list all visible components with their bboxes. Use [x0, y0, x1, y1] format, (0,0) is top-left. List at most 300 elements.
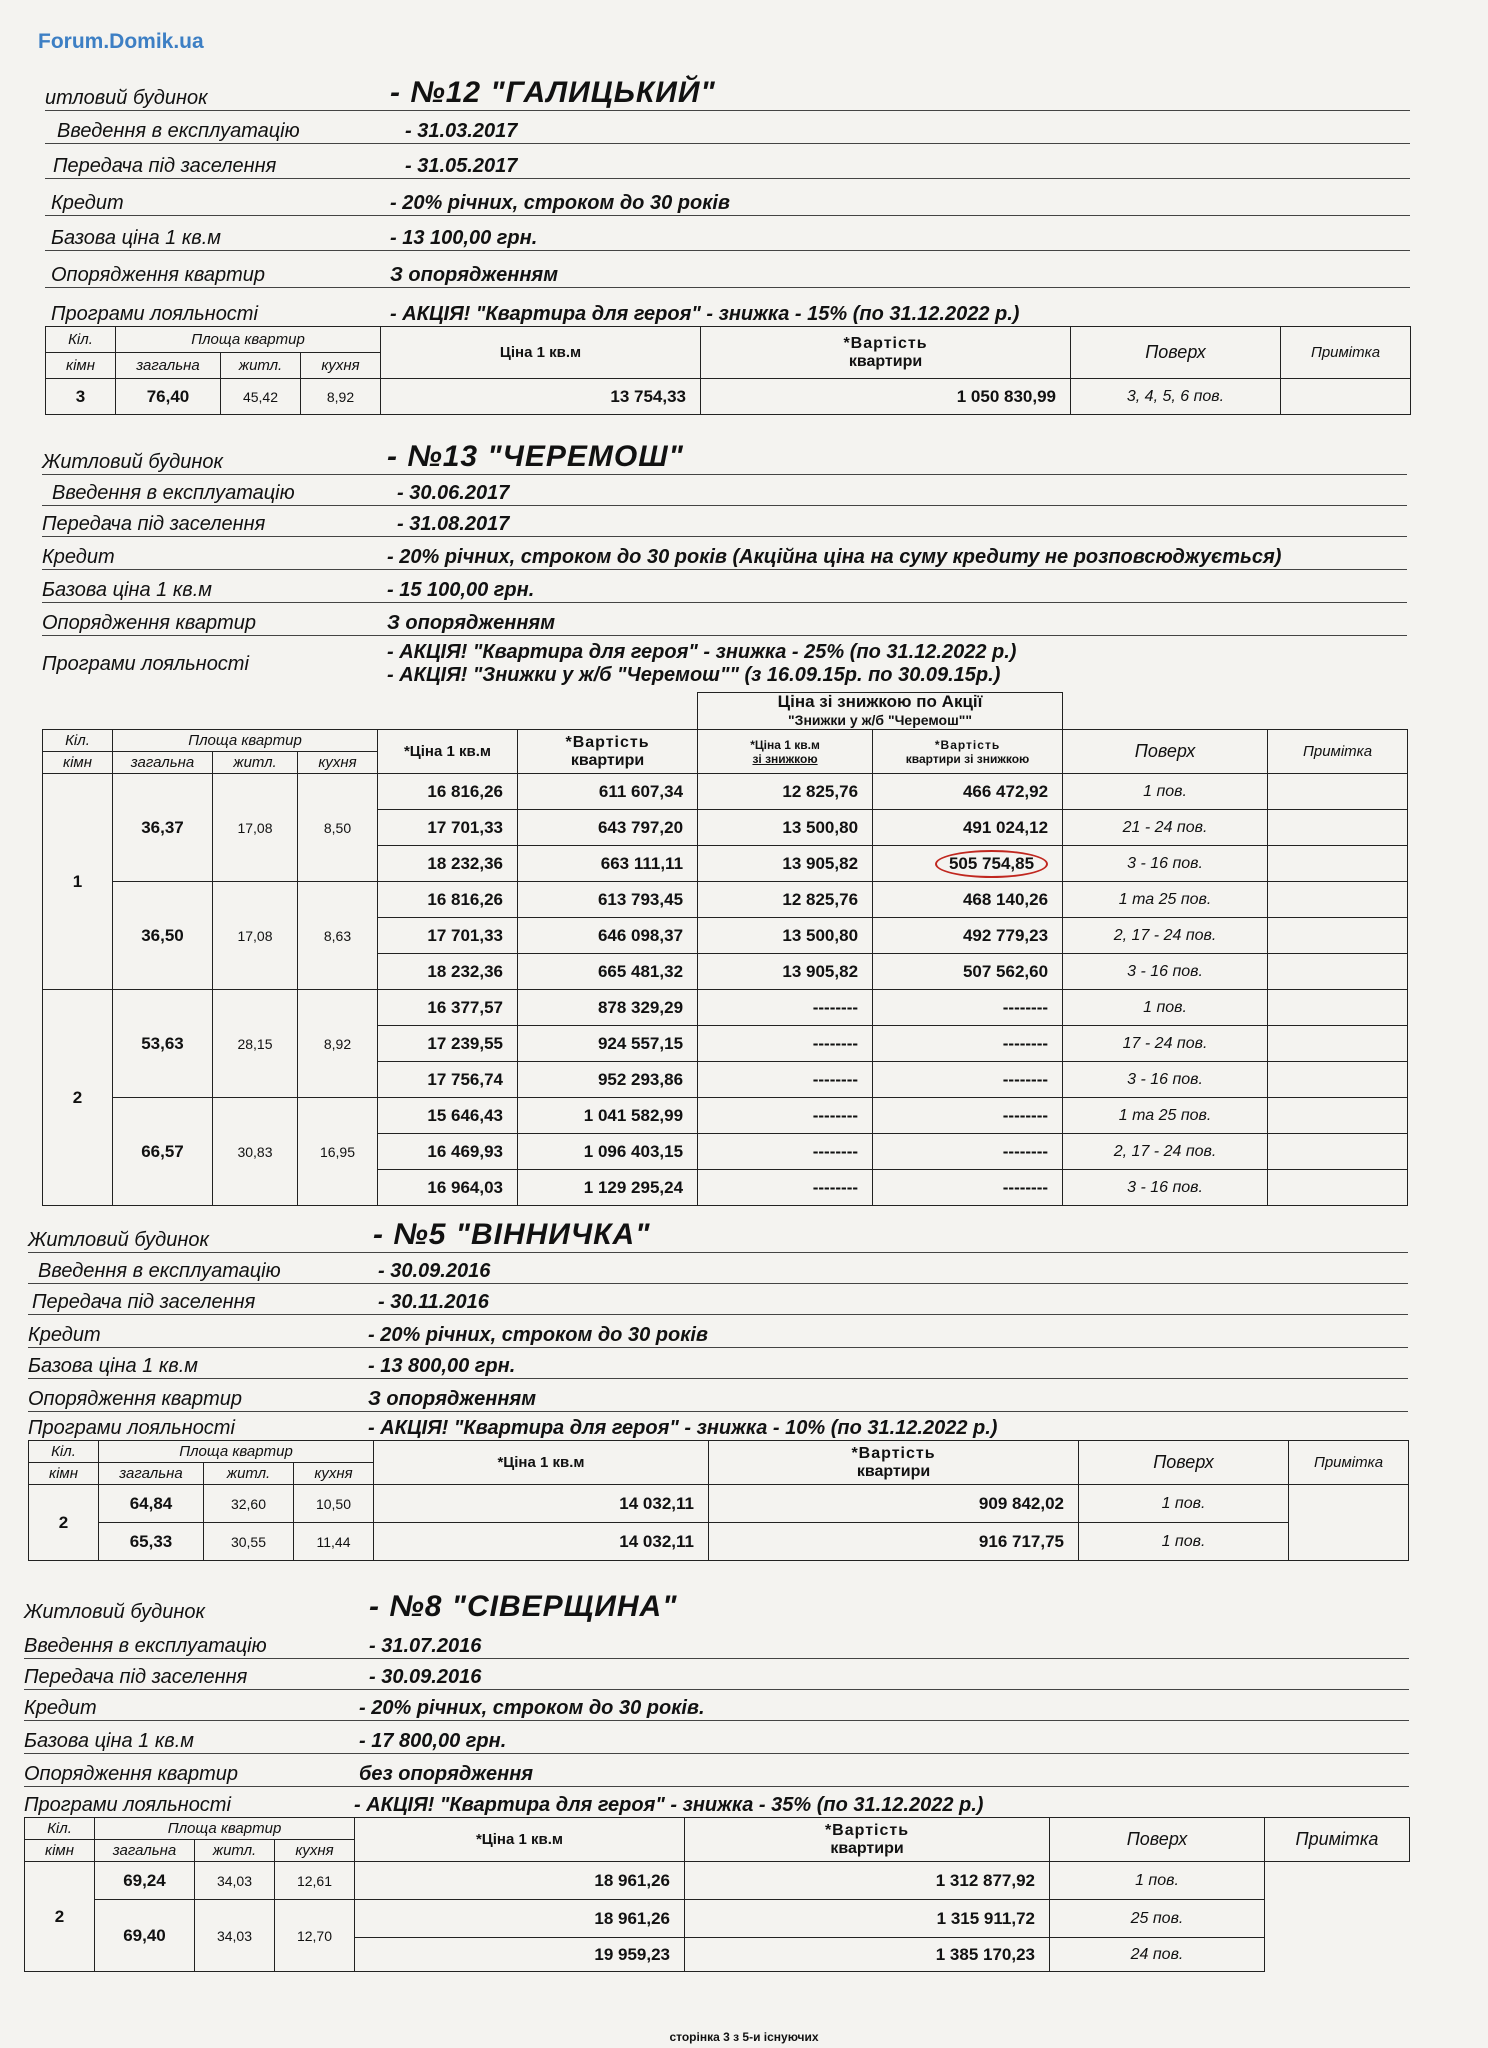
discount-price-cell: --------	[698, 1062, 873, 1098]
total-area-cell: 69,40	[95, 1900, 195, 1972]
rooms-cell: 2	[43, 990, 113, 1206]
floor-header: Поверх	[1079, 1441, 1289, 1485]
building-13-info	[42, 438, 1407, 692]
finishing-row	[42, 603, 1407, 636]
loyalty-values	[387, 641, 1016, 687]
cost-header-line1: *Вартість	[824, 1821, 910, 1839]
kitchen-area-cell: 12,61	[275, 1862, 355, 1900]
kitchen-area-cell: 10,50	[294, 1485, 374, 1523]
living-area-cell: 17,08	[213, 882, 298, 990]
cost-cell: 1 096 403,15	[518, 1134, 698, 1170]
discount-cost-value: --------	[1002, 1105, 1049, 1125]
rooms-cell: 2	[25, 1862, 95, 1972]
finishing-row	[45, 251, 1410, 288]
price-cell: 15 646,43	[378, 1098, 518, 1134]
credit-label: Кредит	[28, 1324, 101, 1346]
discount-title-row	[43, 693, 1408, 730]
kitchen-area-cell: 16,95	[298, 1098, 378, 1206]
building-prefix: Житловий будинок	[42, 451, 223, 473]
cost-cell: 1 129 295,24	[518, 1170, 698, 1206]
floor-cell: 3 - 16 пов.	[1063, 1062, 1268, 1098]
base-price-row	[24, 1721, 1409, 1754]
price-cell: 16 816,26	[378, 882, 518, 918]
discount-cost-value: --------	[1002, 1177, 1049, 1197]
discount-cost-cell	[873, 810, 1063, 846]
rooms-cell: 3	[46, 379, 116, 415]
commissioning-row	[24, 1624, 1409, 1659]
floor-cell: 3 - 16 пов.	[1063, 846, 1268, 882]
base-price-label: Базова ціна 1 кв.м	[28, 1355, 198, 1377]
discount-cost-cell	[873, 954, 1063, 990]
finishing-value: без опорядження	[359, 1763, 534, 1785]
floor-cell: 3 - 16 пов.	[1063, 954, 1268, 990]
finishing-value: З опорядженням	[368, 1388, 536, 1410]
base-price-value: - 17 800,00 грн.	[359, 1730, 507, 1752]
table-row	[43, 1098, 1408, 1134]
price-cell: 16 816,26	[378, 774, 518, 810]
living-header: житл.	[221, 353, 301, 379]
discount-price-cell: --------	[698, 990, 873, 1026]
commissioning-value: - 31.07.2016	[369, 1635, 482, 1657]
note-cell	[1268, 954, 1408, 990]
building-name: - №12 "ГАЛИЦЬКИЙ"	[390, 76, 716, 109]
finishing-value: З опорядженням	[387, 612, 555, 634]
handover-label: Передача під заселення	[53, 155, 277, 177]
floor-cell: 24 пов.	[1050, 1938, 1265, 1972]
living-area-cell: 30,83	[213, 1098, 298, 1206]
table-header-row	[46, 327, 1411, 353]
handover-value: - 31.05.2017	[405, 155, 518, 177]
discount-price-cell: 12 825,76	[698, 882, 873, 918]
note-cell	[1268, 810, 1408, 846]
building-8	[24, 1574, 1409, 1972]
building-13	[42, 438, 1407, 1206]
note-cell	[1268, 774, 1408, 810]
page-footer: сторінка 3 з 5-и існуючих	[669, 2030, 819, 2044]
table-row	[25, 1862, 1410, 1900]
note-header: Примітка	[1265, 1818, 1410, 1862]
discount-header	[698, 693, 1063, 730]
rooms-header-2: кімн	[25, 1840, 95, 1862]
building-12-table	[45, 326, 1411, 415]
total-area-cell: 53,63	[113, 990, 213, 1098]
price-cell: 16 469,93	[378, 1134, 518, 1170]
kitchen-area-cell: 8,50	[298, 774, 378, 882]
table-row	[43, 882, 1408, 918]
building-prefix: Житловий будинок	[24, 1601, 205, 1623]
note-cell	[1268, 846, 1408, 882]
living-header: житл.	[204, 1463, 294, 1485]
building-5	[28, 1214, 1408, 1561]
building-title-row	[45, 70, 1410, 111]
cost-cell: 1 312 877,92	[685, 1862, 1050, 1900]
rooms-header-2: кімн	[43, 752, 113, 774]
discount-header-line1: Ціна зі знижкою по Акції	[777, 692, 983, 711]
area-header: Площа квартир	[95, 1818, 355, 1840]
cost-header-line2: квартири	[848, 352, 923, 370]
loyalty-row	[42, 636, 1407, 692]
kitchen-area-cell: 8,92	[301, 379, 381, 415]
rooms-header: Кіл.	[43, 730, 113, 752]
table-row	[43, 774, 1408, 810]
kitchen-area-cell: 8,63	[298, 882, 378, 990]
discount-price-line2: зі знижкою	[752, 751, 818, 766]
rooms-header: Кіл.	[29, 1441, 99, 1463]
table-row	[29, 1523, 1409, 1561]
floor-header: Поверх	[1071, 327, 1281, 379]
rooms-header-2: кімн	[46, 353, 116, 379]
building-title-row	[24, 1574, 1409, 1624]
base-price-row	[28, 1348, 1408, 1379]
cost-header	[518, 730, 698, 774]
finishing-value: З опорядженням	[390, 264, 558, 286]
watermark: Forum.Domik.ua	[38, 30, 204, 53]
cost-header	[685, 1818, 1050, 1862]
discount-cost-cell	[873, 1026, 1063, 1062]
table-header-row	[25, 1818, 1410, 1840]
base-price-value: - 13 800,00 грн.	[368, 1355, 516, 1377]
area-header: Площа квартир	[113, 730, 378, 752]
discount-price-cell: --------	[698, 1026, 873, 1062]
total-area-cell: 36,37	[113, 774, 213, 882]
price-cell: 14 032,11	[374, 1485, 709, 1523]
loyalty-label: Програми лояльності	[42, 652, 249, 675]
handover-label: Передача під заселення	[42, 513, 266, 535]
base-price-row	[45, 216, 1410, 251]
cost-cell: 952 293,86	[518, 1062, 698, 1098]
discount-cost-value: --------	[1002, 1069, 1049, 1089]
loyalty-value-1: - АКЦІЯ! "Квартира для героя" - знижка - 25% (по 31.12.2022 р.)	[387, 641, 1017, 663]
discount-price-cell: --------	[698, 1134, 873, 1170]
base-price-label: Базова ціна 1 кв.м	[42, 579, 212, 601]
discount-cost-value: 466 472,92	[962, 781, 1049, 801]
kitchen-header: кухня	[275, 1840, 355, 1862]
note-cell	[1268, 882, 1408, 918]
base-price-label: Базова ціна 1 кв.м	[51, 227, 221, 249]
building-name: - №8 "СІВЕРЩИНА"	[369, 1590, 678, 1623]
building-5-table	[28, 1440, 1409, 1561]
living-area-cell: 34,03	[195, 1900, 275, 1972]
credit-row	[42, 537, 1407, 570]
table-header-row	[29, 1441, 1409, 1463]
discount-price-header	[698, 730, 873, 774]
cost-cell: 1 041 582,99	[518, 1098, 698, 1134]
loyalty-value-2: - АКЦІЯ! "Знижки у ж/б "Черемош"" (з 16.09.15р. по 30.09.15р.)	[387, 664, 1001, 686]
cost-header-line1: *Вартість	[565, 733, 650, 751]
kitchen-area-cell: 8,92	[298, 990, 378, 1098]
note-cell	[1268, 1062, 1408, 1098]
living-area-cell: 30,55	[204, 1523, 294, 1561]
note-cell	[1268, 1134, 1408, 1170]
floor-cell: 2, 17 - 24 пов.	[1063, 1134, 1268, 1170]
cost-cell: 663 111,11	[518, 846, 698, 882]
rooms-header-2: кімн	[29, 1463, 99, 1485]
floor-cell: 1 пов.	[1050, 1862, 1265, 1900]
price-cell: 16 377,57	[378, 990, 518, 1026]
loyalty-label: Програми лояльності	[24, 1794, 231, 1816]
table-header-row	[43, 730, 1408, 752]
credit-row	[28, 1315, 1408, 1348]
discount-price-cell: 12 825,76	[698, 774, 873, 810]
area-header: Площа квартир	[99, 1441, 374, 1463]
total-area-cell: 69,24	[95, 1862, 195, 1900]
table-row	[46, 379, 1411, 415]
commissioning-value: - 30.09.2016	[378, 1260, 491, 1282]
note-cell	[1289, 1485, 1409, 1561]
price-cell: 14 032,11	[374, 1523, 709, 1561]
loyalty-value: - АКЦІЯ! "Квартира для героя" - знижка - 10% (по 31.12.2022 р.)	[368, 1417, 998, 1439]
rooms-cell: 1	[43, 774, 113, 990]
kitchen-area-cell: 12,70	[275, 1900, 355, 1972]
cost-header	[701, 327, 1071, 379]
building-title-row	[28, 1214, 1408, 1253]
price-cell: 17 756,74	[378, 1062, 518, 1098]
discount-cost-value: 468 140,26	[962, 889, 1049, 909]
note-cell	[1268, 990, 1408, 1026]
cost-cell: 665 481,32	[518, 954, 698, 990]
finishing-row	[24, 1754, 1409, 1787]
price-cell: 18 961,26	[355, 1900, 685, 1938]
price-cell: 18 961,26	[355, 1862, 685, 1900]
discount-cost-line1: *Вартість	[934, 737, 1001, 752]
cost-header-line2: квартири	[830, 1839, 904, 1857]
credit-row	[24, 1690, 1409, 1721]
living-area-cell: 45,42	[221, 379, 301, 415]
finishing-label: Опорядження квартир	[51, 264, 266, 286]
price-header: *Ціна 1 кв.м	[374, 1441, 709, 1485]
floor-cell: 1 та 25 пов.	[1063, 1098, 1268, 1134]
discount-price-cell: 13 500,80	[698, 918, 873, 954]
finishing-label: Опорядження квартир	[42, 612, 257, 634]
commissioning-label: Введення в експлуатацію	[52, 482, 295, 504]
note-header: Примітка	[1289, 1441, 1409, 1485]
base-price-label: Базова ціна 1 кв.м	[24, 1730, 194, 1752]
credit-value: - 20% річних, строком до 30 років	[368, 1324, 708, 1346]
living-header: житл.	[213, 752, 298, 774]
building-title-row	[42, 438, 1407, 475]
cost-header-line1: *Вартість	[851, 1444, 936, 1462]
note-cell	[1268, 918, 1408, 954]
handover-label: Передача під заселення	[24, 1666, 248, 1688]
building-name: - №5 "ВІННИЧКА"	[373, 1218, 651, 1251]
discount-cost-cell	[873, 846, 1063, 882]
discount-cost-header	[873, 730, 1063, 774]
discount-cost-value: --------	[1002, 1141, 1049, 1161]
commissioning-row	[42, 475, 1407, 506]
price-cell: 19 959,23	[355, 1938, 685, 1972]
discount-cost-cell	[873, 1170, 1063, 1206]
discount-price-cell: 13 905,82	[698, 846, 873, 882]
building-5-info	[28, 1214, 1408, 1440]
discount-price-line1: *Ціна 1 кв.м	[750, 737, 820, 752]
cost-cell: 878 329,29	[518, 990, 698, 1026]
discount-cost-value: 505 754,85	[935, 850, 1048, 878]
rooms-header: Кіл.	[46, 327, 116, 353]
building-name: - №13 "ЧЕРЕМОШ"	[387, 440, 684, 473]
living-area-cell: 17,08	[213, 774, 298, 882]
living-area-cell: 28,15	[213, 990, 298, 1098]
total-header: загальна	[95, 1840, 195, 1862]
discount-cost-value: --------	[1002, 1033, 1049, 1053]
cost-cell: 1 050 830,99	[701, 379, 1071, 415]
discount-cost-cell	[873, 1098, 1063, 1134]
living-area-cell: 32,60	[204, 1485, 294, 1523]
credit-value: - 20% річних, строком до 30 років.	[359, 1697, 705, 1719]
floor-cell: 21 - 24 пов.	[1063, 810, 1268, 846]
commissioning-row	[28, 1253, 1408, 1284]
total-area-cell: 65,33	[99, 1523, 204, 1561]
price-cell: 17 701,33	[378, 918, 518, 954]
discount-price-cell: 13 905,82	[698, 954, 873, 990]
price-cell: 16 964,03	[378, 1170, 518, 1206]
commissioning-row	[45, 111, 1410, 144]
kitchen-header: кухня	[301, 353, 381, 379]
cost-cell: 1 385 170,23	[685, 1938, 1050, 1972]
price-cell: 13 754,33	[381, 379, 701, 415]
finishing-label: Опорядження квартир	[24, 1763, 239, 1785]
discount-price-cell: 13 500,80	[698, 810, 873, 846]
finishing-row	[28, 1379, 1408, 1412]
building-prefix: Житловий будинок	[28, 1229, 209, 1251]
note-cell	[1268, 1098, 1408, 1134]
handover-value: - 30.09.2016	[369, 1666, 482, 1688]
discount-cost-cell	[873, 774, 1063, 810]
base-price-value: - 13 100,00 грн.	[390, 227, 538, 249]
price-cell: 18 232,36	[378, 846, 518, 882]
rooms-header: Кіл.	[25, 1818, 95, 1840]
cost-header-line2: квартири	[570, 751, 645, 769]
price-cell: 17 701,33	[378, 810, 518, 846]
floor-cell: 3, 4, 5, 6 пов.	[1071, 379, 1281, 415]
note-header: Примітка	[1268, 730, 1408, 774]
floor-header: Поверх	[1050, 1818, 1265, 1862]
cost-cell: 909 842,02	[709, 1485, 1079, 1523]
credit-label: Кредит	[42, 546, 115, 568]
credit-value: - 20% річних, строком до 30 років	[390, 192, 730, 214]
credit-value: - 20% річних, строком до 30 років (Акційна ціна на суму кредиту не розповсюджується)	[387, 546, 1282, 568]
commissioning-label: Введення в експлуатацію	[24, 1635, 267, 1657]
building-8-info	[24, 1574, 1409, 1817]
note-cell	[1265, 1862, 1410, 1972]
building-prefix: итловий будинок	[45, 87, 208, 109]
floor-cell: 1 пов.	[1063, 990, 1268, 1026]
cost-header-line2: квартири	[856, 1462, 931, 1480]
commissioning-value: - 31.03.2017	[405, 120, 518, 142]
floor-cell: 17 - 24 пов.	[1063, 1026, 1268, 1062]
rooms-cell: 2	[29, 1485, 99, 1561]
commissioning-label: Введення в експлуатацію	[57, 120, 300, 142]
loyalty-row	[28, 1412, 1408, 1440]
cost-cell: 1 315 911,72	[685, 1900, 1050, 1938]
total-header: загальна	[99, 1463, 204, 1485]
discount-price-cell: --------	[698, 1170, 873, 1206]
discount-cost-value: --------	[1002, 997, 1049, 1017]
discount-cost-cell	[873, 1134, 1063, 1170]
discount-cost-value: 492 779,23	[962, 925, 1049, 945]
credit-row	[45, 179, 1410, 216]
cost-cell: 646 098,37	[518, 918, 698, 954]
table-row	[43, 990, 1408, 1026]
loyalty-label: Програми лояльності	[51, 303, 258, 325]
price-cell: 18 232,36	[378, 954, 518, 990]
discount-cost-cell	[873, 1062, 1063, 1098]
credit-label: Кредит	[24, 1697, 97, 1719]
handover-row	[24, 1659, 1409, 1690]
discount-cost-line2: квартири зі знижкою	[905, 751, 1030, 766]
area-header: Площа квартир	[116, 327, 381, 353]
price-header: *Ціна 1 кв.м	[355, 1818, 685, 1862]
discount-header-line2: "Знижки у ж/б "Черемош""	[788, 712, 973, 728]
floor-cell: 2, 17 - 24 пов.	[1063, 918, 1268, 954]
table-row	[29, 1485, 1409, 1523]
living-header: житл.	[195, 1840, 275, 1862]
price-header: *Ціна 1 кв.м	[378, 730, 518, 774]
total-header: загальна	[116, 353, 221, 379]
cost-cell: 916 717,75	[709, 1523, 1079, 1561]
total-area-cell: 66,57	[113, 1098, 213, 1206]
floor-cell: 1 пов.	[1079, 1485, 1289, 1523]
cost-cell: 643 797,20	[518, 810, 698, 846]
discount-cost-cell	[873, 882, 1063, 918]
note-cell	[1268, 1026, 1408, 1062]
loyalty-row	[24, 1787, 1409, 1817]
cost-cell: 611 607,34	[518, 774, 698, 810]
price-header: Ціна 1 кв.м	[381, 327, 701, 379]
kitchen-area-cell: 11,44	[294, 1523, 374, 1561]
table-row	[25, 1900, 1410, 1938]
loyalty-label: Програми лояльності	[28, 1417, 235, 1439]
loyalty-value: - АКЦІЯ! "Квартира для героя" - знижка - 35% (по 31.12.2022 р.)	[354, 1794, 984, 1816]
cost-header-line1: *Вартість	[843, 334, 928, 352]
total-area-cell: 64,84	[99, 1485, 204, 1523]
commissioning-label: Введення в експлуатацію	[38, 1260, 281, 1282]
kitchen-header: кухня	[294, 1463, 374, 1485]
finishing-label: Опорядження квартир	[28, 1388, 243, 1410]
total-area-cell: 76,40	[116, 379, 221, 415]
cost-header	[709, 1441, 1079, 1485]
discount-cost-value: 507 562,60	[962, 961, 1049, 981]
handover-row	[28, 1284, 1408, 1315]
living-area-cell: 34,03	[195, 1862, 275, 1900]
note-header: Примітка	[1281, 327, 1411, 379]
building-12	[45, 70, 1410, 415]
discount-cost-cell	[873, 918, 1063, 954]
handover-label: Передача під заселення	[32, 1291, 256, 1313]
total-area-cell: 36,50	[113, 882, 213, 990]
discount-cost-value: 491 024,12	[962, 817, 1049, 837]
floor-cell: 1 пов.	[1079, 1523, 1289, 1561]
base-price-value: - 15 100,00 грн.	[387, 579, 535, 601]
building-8-table	[24, 1817, 1410, 1972]
base-price-row	[42, 570, 1407, 603]
credit-label: Кредит	[51, 192, 124, 214]
kitchen-header: кухня	[298, 752, 378, 774]
commissioning-value: - 30.06.2017	[397, 482, 510, 504]
floor-header: Поверх	[1063, 730, 1268, 774]
loyalty-row	[45, 288, 1410, 326]
floor-cell: 3 - 16 пов.	[1063, 1170, 1268, 1206]
cost-cell: 613 793,45	[518, 882, 698, 918]
building-12-info	[45, 70, 1410, 326]
handover-value: - 31.08.2017	[397, 513, 510, 535]
floor-cell: 1 та 25 пов.	[1063, 882, 1268, 918]
handover-value: - 30.11.2016	[378, 1291, 489, 1313]
handover-row	[45, 144, 1410, 179]
loyalty-value: - АКЦІЯ! "Квартира для героя" - знижка - 15% (по 31.12.2022 р.)	[390, 303, 1020, 325]
price-cell: 17 239,55	[378, 1026, 518, 1062]
floor-cell: 25 пов.	[1050, 1900, 1265, 1938]
note-cell	[1268, 1170, 1408, 1206]
